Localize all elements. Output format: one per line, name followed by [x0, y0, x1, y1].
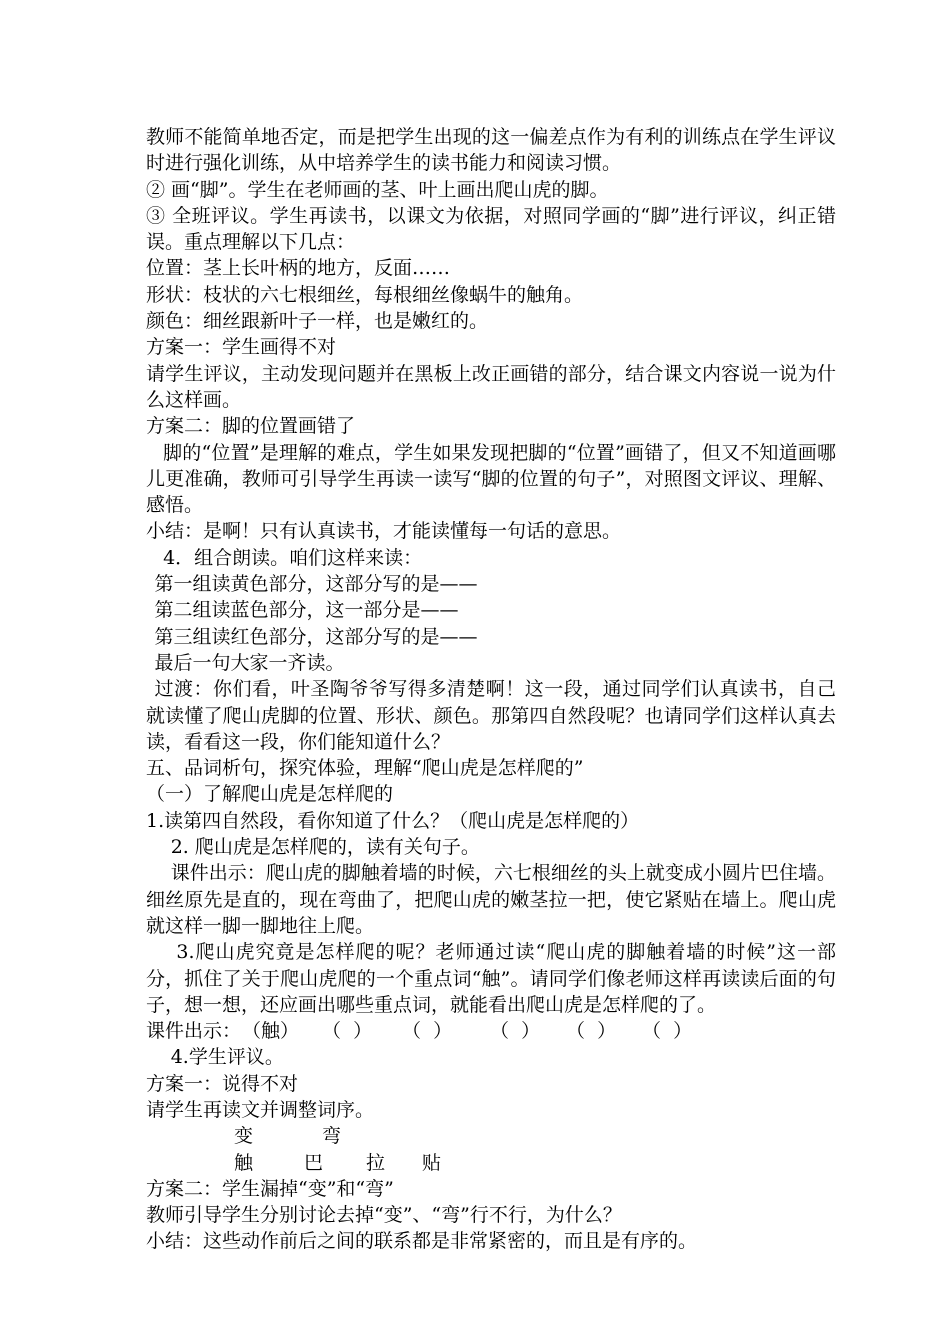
paragraph: 小结：是啊！只有认真读书，才能读懂每一句话的意思。 — [146, 520, 622, 543]
document-body — [146, 124, 836, 1255]
word: 触 — [234, 1151, 254, 1174]
blank-item: （ ） — [402, 1020, 453, 1043]
paragraph: 颜色：细丝跟新叶子一样，也是嫩红的。 — [146, 310, 489, 333]
paragraph: 脚的“位置”是理解的难点，学生如果发现把脚的“位置”画错了，但又不知道画哪儿更准确，教师可引导学生再读一读写“脚的位置的句子”，对照图文评议、理解、感悟。 — [146, 441, 836, 517]
paragraph: 4．组合朗读。咱们这样来读： — [163, 546, 423, 569]
paragraph: 3.爬山虎究竟是怎样爬的呢？老师通过读“爬山虎的脚触着墙的时候”这一部分，抓住了关于爬山虎爬的一个重点词“触”。请同学们像老师这样再读读后面的句子，想一想，还应画出哪些重点词，就能看出爬山虎是怎样爬的了。 — [146, 941, 836, 1016]
word: 贴 — [422, 1151, 442, 1174]
text-block — [146, 124, 836, 1018]
paragraph: ② 画“脚”。学生在老师画的茎、叶上画出爬山虎的脚。 — [146, 178, 609, 201]
paragraph: 方案二：学生漏掉“变”和“弯” — [146, 1177, 394, 1200]
paragraph: 请学生评议，主动发现问题并在黑板上改正画错的部分，结合课文内容说一说为什么这样画。 — [146, 362, 836, 411]
blank-item: （ ） — [642, 1020, 693, 1043]
paragraph: 方案一：说得不对 — [146, 1072, 299, 1095]
word: 弯 — [322, 1125, 342, 1148]
paragraph: 第二组读蓝色部分，这一部分是—— — [154, 599, 459, 622]
paragraph: 形状：枝状的六七根细丝，每根细丝像蜗牛的触角。 — [146, 283, 584, 306]
blanks-line — [146, 1018, 836, 1044]
paragraph: 五、品词析句，探究体验，理解“爬山虎是怎样爬的” — [146, 757, 584, 780]
paragraph: 过渡：你们看，叶圣陶爷爷写得多清楚啊！这一段，通过同学们认真读书，自己就读懂了爬山虎脚的位置、形状、颜色。那第四自然段呢？也请同学们这样认真去读，看看这一段，你们能知道什么？ — [146, 678, 836, 753]
blank-item: （ ） — [566, 1020, 617, 1043]
paragraph: 第三组读红色部分，这部分写的是—— — [154, 625, 478, 648]
paragraph: ③ 全班评议。学生再读书，以课文为依据，对照同学画的“脚”进行评议，纠正错误。重点理解以下几点： — [146, 204, 836, 254]
blank-item: （ ） — [322, 1020, 373, 1043]
word-row-1 — [146, 1123, 836, 1149]
word: 变 — [234, 1125, 254, 1148]
blank-item: （ ） — [490, 1020, 541, 1043]
paragraph: 教师不能简单地否定，而是把学生出现的这一偏差点作为有利的训练点在学生评议时进行强化训练，从中培养学生的读书能力和阅读习惯。 — [146, 126, 836, 175]
paragraph: 第一组读黄色部分，这部分写的是—— — [154, 573, 478, 596]
paragraph: 4.学生评议。 — [170, 1046, 284, 1069]
text-block-3 — [146, 1176, 836, 1255]
paragraph: 小结：这些动作前后之间的联系都是非常紧密的，而且是有序的。 — [146, 1230, 698, 1253]
paragraph: 最后一句大家一齐读。 — [154, 651, 345, 674]
paragraph: 方案二：脚的位置画错了 — [146, 415, 356, 438]
blanks-label: 课件出示： — [146, 1020, 242, 1043]
paragraph: 2. 爬山虎是怎样爬的，读有关句子。 — [170, 836, 480, 859]
blank-item: （触） — [242, 1020, 300, 1043]
paragraph: 方案一：学生画得不对 — [146, 336, 337, 359]
paragraph: 课件出示：爬山虎的脚触着墙的时候，六七根细丝的头上就变成小圆片巴住墙。细丝原先是直的，现在弯曲了，把爬山虎的嫩茎拉一把，使它紧贴在墙上。爬山虎就这样一脚一脚地往上爬。 — [146, 862, 836, 937]
word-row-2 — [146, 1150, 836, 1176]
paragraph: （一）了解爬山虎是怎样爬的 — [146, 783, 394, 806]
text-block-2 — [146, 1044, 836, 1123]
word: 拉 — [366, 1151, 386, 1174]
paragraph: 位置：茎上长叶柄的地方，反面…… — [146, 257, 451, 280]
paragraph: 1.读第四自然段，看你知道了什么？（爬山虎是怎样爬的） — [146, 809, 640, 832]
paragraph: 请学生再读文并调整词序。 — [146, 1098, 375, 1121]
paragraph: 教师引导学生分别讨论去掉“变”、“弯”行不行，为什么？ — [146, 1204, 622, 1227]
word: 巴 — [304, 1151, 324, 1174]
